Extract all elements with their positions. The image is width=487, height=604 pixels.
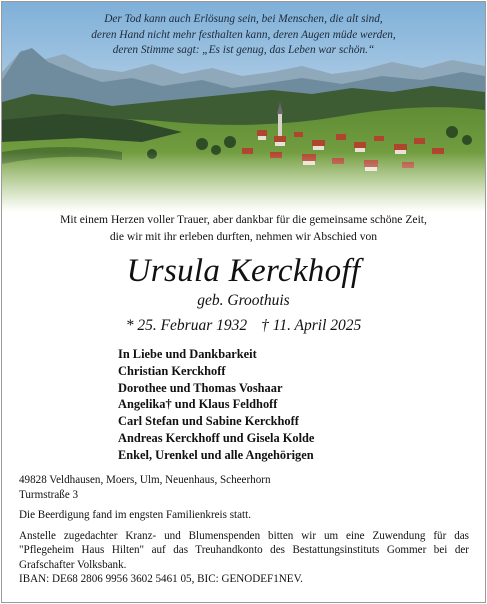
family-line: Andreas Kerckhoff und Gisela Kolde (118, 430, 315, 445)
intro-line: die wir mit ihr erleben durften, nehmen wir Abschied von (109, 229, 378, 243)
address-line: 49828 Veldhausen, Moers, Ulm, Neuenhaus, Scheerhorn (19, 474, 271, 486)
obituary-notice (1, 1, 486, 603)
funeral-note: Die Beerdigung fand im engsten Familienkreis statt. (19, 509, 251, 521)
donation-request: Anstelle zugedachter Kranz- und Blumenspenden bitten wir um eine Zuwendung für das "Pflegeheim Haus Hilten" auf das Treuhandkonto des Bestattungsinstituts Gommer bei der Grafschafter Volksbank. (19, 529, 469, 571)
life-dates (2, 316, 485, 336)
family-list (118, 346, 314, 464)
quote-line: deren Hand nicht mehr festhalten kann, deren Augen müde werden, (91, 28, 396, 41)
family-line: Christian Kerckhoff (118, 363, 226, 378)
intro-text (2, 212, 485, 245)
family-line: Enkel, Urenkel und alle Angehörigen (118, 447, 314, 462)
family-line: Angelika† und Klaus Feldhoff (118, 397, 278, 412)
birth-date: * 25. Februar 1932 (125, 317, 248, 334)
deceased-name: Ursula Kerckhoff (126, 253, 361, 289)
family-line: Dorothee und Thomas Voshaar (118, 380, 283, 395)
intro-line: Mit einem Herzen voller Trauer, aber dankbar für die gemeinsame schöne Zeit, (60, 213, 427, 226)
quote-line: Der Tod kann auch Erlösung sein, bei Menschen, die alt sind, (104, 13, 383, 25)
death-date: † 11. April 2025 (261, 317, 362, 334)
quote-line: deren Stimme sagt: „Es ist genug, das Leben war schön.“ (112, 44, 375, 56)
family-line: Carl Stefan und Sabine Kerckhoff (118, 414, 299, 429)
memorial-quote (2, 12, 485, 59)
family-line: In Liebe und Dankbarkeit (118, 347, 257, 361)
bank-details: IBAN: DE68 2806 9956 3602 5461 05, BIC: GENODEF1NEV. (19, 573, 303, 585)
maiden-name: geb. Groothuis (197, 292, 290, 309)
address-street: Turmstraße 3 (19, 488, 79, 501)
notice-footer (19, 473, 469, 587)
